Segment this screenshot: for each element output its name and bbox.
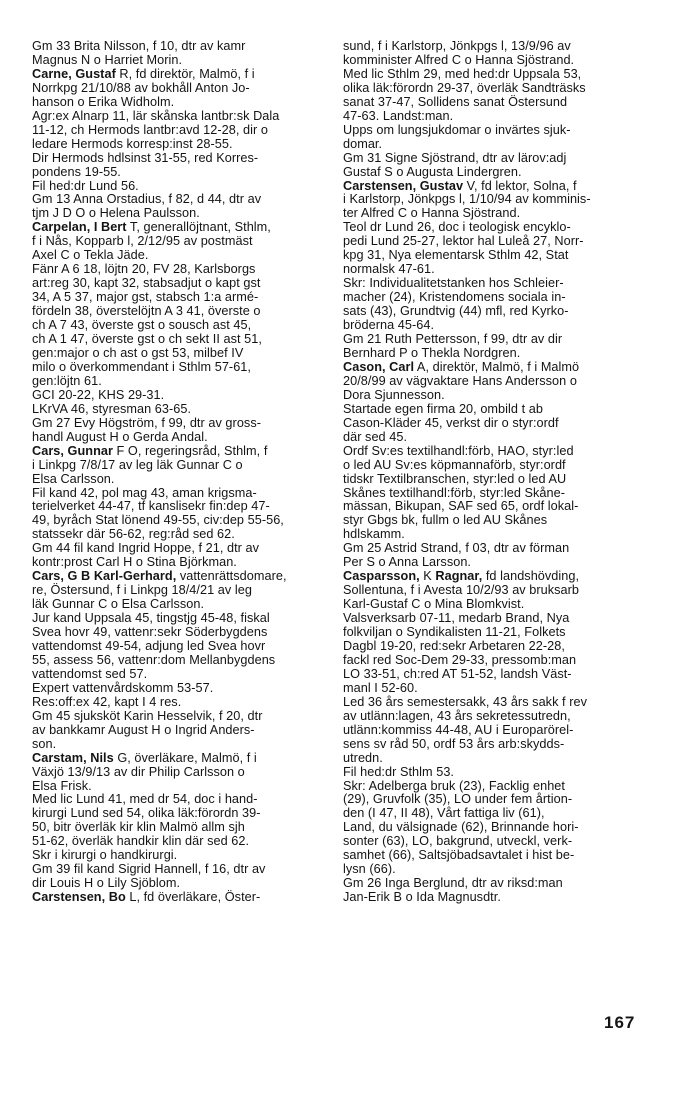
line-text: Land, du välsignade (62), Brinnande hori- (343, 820, 579, 835)
line-text: Dagbl 19-20, red:sekr Arbetaren 22-28, (343, 638, 565, 653)
text-line (32, 682, 330, 696)
text-line (32, 654, 330, 668)
bio-entry (32, 68, 330, 221)
text-line (32, 891, 330, 905)
text-line (32, 347, 330, 361)
text-line (343, 528, 641, 542)
bio-entry (343, 361, 641, 570)
text-line (343, 305, 641, 319)
text-line (343, 193, 641, 207)
entry-name: Casparsson, (343, 569, 420, 584)
text-line (343, 849, 641, 863)
line-text: fd landshövding, (482, 569, 580, 584)
line-text: Cason-Kläder 45, verkst dir o styr:ordf (343, 415, 559, 430)
line-text: A, direktör, Malmö, f i Malmö (414, 359, 580, 374)
line-text: (29), Gruvfolk (35), LO under fem årtion- (343, 792, 573, 807)
line-text: utredn. (343, 750, 383, 765)
line-text: kpg 31, Nya elementarsk Sthlm 42, Stat (343, 248, 569, 263)
line-text: 20/8/99 av vägvaktare Hans Andersson o (343, 373, 577, 388)
bio-entry (343, 40, 641, 180)
line-text: Skr: Individualitetstanken hos Schleier- (343, 276, 564, 291)
line-text: Skr: Adelberga bruk (23), Facklig enhet (343, 778, 565, 793)
text-line (343, 96, 641, 110)
line-text: folkviljan o Syndikalisten 11-21, Folkets (343, 625, 566, 640)
line-text: Ordf Sv:es textilhandl:förb, HAO, styr:led (343, 443, 574, 458)
line-text: ledare Hermods korresp:inst 28-55. (32, 136, 233, 151)
text-line (343, 654, 641, 668)
line-text: terielverket 44-47, tf kanslisekr fin:dep 47- (32, 499, 270, 514)
text-line (343, 738, 641, 752)
entry-name: Carne, Gustaf (32, 66, 116, 81)
line-text: dir Louis H o Lily Sjöblom. (32, 876, 181, 891)
text-line (343, 863, 641, 877)
line-text: GCI 20-22, KHS 29-31. (32, 387, 165, 402)
text-line (343, 54, 641, 68)
line-text: 11-12, ch Hermods lantbr:avd 12-28, dir o (32, 122, 268, 137)
line-text: utlänn:kommiss 44-48, AU i Europarörel- (343, 722, 574, 737)
text-line (343, 235, 641, 249)
line-text: Dir Hermods hdlsinst 31-55, red Korres- (32, 150, 259, 165)
text-line (343, 82, 641, 96)
line-text: Norrkpg 21/10/88 av bokhåll Anton Jo- (32, 80, 250, 95)
line-text: Jur kand Uppsala 45, tingstjg 45-48, fiskal (32, 611, 270, 626)
line-text: tidskr Textilbranschen, styr:led o led AU (343, 471, 567, 486)
page-number: 167 (604, 1013, 636, 1032)
text-line (32, 738, 330, 752)
text-line (343, 584, 641, 598)
text-line (32, 835, 330, 849)
line-text: kontr:prost Carl H o Stina Björkman. (32, 555, 237, 570)
line-text: 49, byråch Stat lönend 49-55, civ:dep 55-56, (32, 513, 284, 528)
text-line (343, 556, 641, 570)
text-line (32, 863, 330, 877)
line-text: av bankkamr August H o Ingrid Anders- (32, 722, 255, 737)
text-line (32, 626, 330, 640)
text-line (32, 556, 330, 570)
line-text: 47-63. Landst:man. (343, 108, 454, 123)
text-line (32, 375, 330, 389)
text-line (32, 570, 330, 584)
bio-entry (32, 752, 330, 892)
line-text: Karl-Gustaf C o Mina Blomkvist. (343, 597, 525, 612)
line-text: son. (32, 736, 57, 751)
line-text: sund, f i Karlstorp, Jönkpgs l, 13/9/96 av (343, 39, 571, 53)
line-text: G, överläkare, Malmö, f i (113, 750, 257, 765)
line-text: gen:major o ch ast o gst 53, milbef IV (32, 345, 244, 360)
right-column (343, 40, 641, 905)
text-line (343, 459, 641, 473)
text-line (343, 110, 641, 124)
text-line (32, 403, 330, 417)
text-line (343, 514, 641, 528)
text-line (32, 277, 330, 291)
line-text: hdlskamm. (343, 527, 405, 542)
text-line (32, 780, 330, 794)
text-line (32, 584, 330, 598)
text-line (343, 780, 641, 794)
line-text: normalsk 47-61. (343, 262, 435, 277)
text-line (343, 612, 641, 626)
text-line (343, 668, 641, 682)
text-line (32, 514, 330, 528)
line-text: 34, A 5 37, major gst, stabsch 1:a armé- (32, 290, 259, 305)
text-line (32, 166, 330, 180)
text-line (32, 96, 330, 110)
text-line (32, 528, 330, 542)
line-text: sanat 37-47, Sollidens sanat Östersund (343, 94, 568, 109)
text-line (32, 500, 330, 514)
line-text: o led AU Sv:es köpmannaförb, styr:ordf (343, 457, 566, 472)
line-text: Gm 26 Inga Berglund, dtr av riksd:man (343, 876, 563, 891)
text-line (343, 487, 641, 501)
text-line (32, 263, 330, 277)
entry-name: Cars, Gunnar (32, 443, 113, 458)
entry-name: Carstam, Nils (32, 750, 114, 765)
line-text: Växjö 13/9/13 av dir Philip Carlsson o (32, 764, 245, 779)
line-text: fördeln 38, överstelöjtn A 3 41, överste o (32, 304, 261, 319)
line-text: Gm 39 fil kand Sigrid Hannell, f 16, dtr av (32, 862, 266, 877)
line-text: Jan-Erik B o Ida Magnusdtr. (343, 890, 501, 905)
line-text: manl I 52-60. (343, 680, 418, 695)
line-text: komminister Alfred C o Hanna Sjöstrand. (343, 52, 575, 67)
text-line (32, 68, 330, 82)
line-text: L, fd överläkare, Öster- (125, 890, 261, 905)
text-line (343, 403, 641, 417)
entry-name: Cars, G B Karl-Gerhard, (32, 569, 177, 584)
text-line (32, 598, 330, 612)
line-text: Teol dr Lund 26, doc i teologisk encyklo- (343, 220, 571, 235)
text-line (343, 640, 641, 654)
line-text: gen:löjtn 61. (32, 373, 102, 388)
line-text: F O, regeringsråd, Sthlm, f (112, 443, 268, 458)
text-line (343, 40, 641, 54)
text-line (32, 54, 330, 68)
text-line (32, 361, 330, 375)
text-line (32, 319, 330, 333)
line-text: sats (43), Grundtvig (44) mfl, red Kyrko- (343, 304, 569, 319)
line-text: Fil hed:dr Sthlm 53. (343, 764, 455, 779)
line-text: Axel C o Tekla Jäde. (32, 248, 149, 263)
text-line (343, 319, 641, 333)
text-line (343, 221, 641, 235)
text-line (32, 668, 330, 682)
text-line (32, 612, 330, 626)
line-text: pedi Lund 25-27, lektor hal Luleå 27, Norr- (343, 234, 584, 249)
entry-name: Ragnar, (435, 569, 483, 584)
text-line (343, 124, 641, 138)
text-line (343, 389, 641, 403)
line-text: pondens 19-55. (32, 164, 121, 179)
text-line (32, 180, 330, 194)
line-text: handl August H o Gerda Andal. (32, 429, 208, 444)
line-text: olika läk:förordn 29-37, överläk Sandträsks (343, 80, 586, 95)
text-line (343, 500, 641, 514)
line-text: fackl red Soc-Dem 29-33, pressomb:man (343, 652, 577, 667)
line-text: 51-62, överläk handkir klin där sed 62. (32, 834, 250, 849)
line-text: Med lic Sthlm 29, med hed:dr Uppsala 53, (343, 66, 582, 81)
line-text: domar. (343, 136, 383, 151)
text-line (32, 724, 330, 738)
line-text: f i Nås, Kopparb l, 2/12/95 av postmäst (32, 234, 253, 249)
line-text: Gm 13 Anna Orstadius, f 82, d 44, dtr av (32, 192, 262, 207)
text-line (343, 682, 641, 696)
text-line (32, 849, 330, 863)
text-line (32, 766, 330, 780)
text-line (32, 138, 330, 152)
line-text: Upps om lungsjukdomar o invärtes sjuk- (343, 122, 571, 137)
line-text: bröderna 45-64. (343, 318, 435, 333)
line-text: K (419, 569, 436, 584)
text-line (32, 459, 330, 473)
bio-entry (32, 891, 330, 905)
line-text: ter Alfred C o Hanna Sjöstrand. (343, 206, 521, 221)
text-line (343, 807, 641, 821)
line-text: Startade egen firma 20, ombild t ab (343, 401, 543, 416)
line-text: Valsverksarb 07-11, medarb Brand, Nya (343, 611, 570, 626)
text-line (343, 766, 641, 780)
line-text: lysn (66). (343, 862, 396, 877)
text-line (32, 640, 330, 654)
text-line (32, 793, 330, 807)
text-line (343, 263, 641, 277)
text-line (32, 807, 330, 821)
line-text: Skr i kirurgi o handkirurgi. (32, 848, 178, 863)
line-text: Fänr A 6 18, löjtn 20, FV 28, Karlsborgs (32, 262, 256, 277)
line-text: sens sv råd 50, ordf 53 års arb:skydds- (343, 736, 565, 751)
line-text: Skånes textilhandl:förb, styr:led Skåne- (343, 485, 566, 500)
line-text: Bernhard P o Thekla Nordgren. (343, 345, 521, 360)
text-line (343, 180, 641, 194)
line-text: sonter (63), LO, bakgrund, utveckl, verk- (343, 834, 573, 849)
text-line (32, 752, 330, 766)
text-line (32, 235, 330, 249)
text-line (343, 361, 641, 375)
left-column (32, 40, 330, 905)
text-line (343, 710, 641, 724)
line-text: art:reg 30, kapt 32, stabsadjut o kapt gst (32, 276, 261, 291)
line-text: Fil hed:dr Lund 56. (32, 178, 139, 193)
text-line (343, 291, 641, 305)
text-line (343, 542, 641, 556)
line-text: mässan, Bikupan, SAF sed 65, ordf lokal- (343, 499, 579, 514)
text-line (343, 877, 641, 891)
line-text: Gm 33 Brita Nilsson, f 10, dtr av kamr (32, 39, 246, 53)
line-text: statssekr där 56-62, reg:råd sed 62. (32, 527, 235, 542)
line-text: vattenrättsdomare, (176, 569, 287, 584)
text-line (32, 473, 330, 487)
line-text: ch A 7 43, överste gst o sousch ast 45, (32, 318, 252, 333)
text-line (343, 152, 641, 166)
text-line (343, 598, 641, 612)
line-text: Magnus N o Harriet Morin. (32, 52, 183, 67)
text-line (343, 277, 641, 291)
text-line (343, 626, 641, 640)
line-text: den (I 47, II 48), Vårt fattiga liv (61), (343, 806, 545, 821)
text-line (343, 793, 641, 807)
text-line (32, 877, 330, 891)
text-line (343, 891, 641, 905)
text-line (343, 138, 641, 152)
text-line (343, 752, 641, 766)
line-text: Svea hovr 49, vattenr:sekr Söderbygdens (32, 625, 268, 640)
text-line (343, 431, 641, 445)
text-line (343, 375, 641, 389)
text-line (343, 333, 641, 347)
text-line (343, 68, 641, 82)
text-line (343, 821, 641, 835)
line-text: där sed 45. (343, 429, 408, 444)
text-line (32, 110, 330, 124)
text-line (32, 221, 330, 235)
line-text: vattendomst sed 57. (32, 666, 148, 681)
text-line (343, 835, 641, 849)
line-text: i Linkpg 7/8/17 av leg läk Gunnar C o (32, 457, 243, 472)
text-line (32, 445, 330, 459)
line-text: LO 33-51, ch:red AT 51-52, landsh Väst- (343, 666, 572, 681)
line-text: av utlänn:lagen, 43 års sekretessutredn, (343, 708, 571, 723)
text-line (32, 193, 330, 207)
entry-name: Carstensen, Gustav (343, 178, 464, 193)
text-line (343, 417, 641, 431)
line-text: Gm 27 Evy Högström, f 99, dtr av gross- (32, 415, 261, 430)
line-text: LKrVA 46, styresman 63-65. (32, 401, 192, 416)
entry-name: Carstensen, Bo (32, 890, 126, 905)
line-text: milo o överkommendant i Sthlm 57-61, (32, 359, 251, 374)
text-line (343, 445, 641, 459)
line-text: ch A 1 47, överste gst o ch sekt II ast 51, (32, 332, 262, 347)
line-text: Dora Sjunnesson. (343, 387, 445, 402)
text-line (32, 249, 330, 263)
text-line (32, 710, 330, 724)
text-line (32, 124, 330, 138)
text-line (32, 40, 330, 54)
line-text: kirurgi Lund sed 54, olika läk:förordn 39- (32, 806, 261, 821)
text-line (32, 389, 330, 403)
text-line (32, 291, 330, 305)
text-line (32, 82, 330, 96)
line-text: Sollentuna, f i Avesta 10/2/93 av bruksarb (343, 583, 580, 598)
text-line (343, 166, 641, 180)
text-line (32, 542, 330, 556)
text-line (32, 417, 330, 431)
line-text: i Karlstorp, Jönkpgs l, 1/10/94 av komminis- (343, 192, 591, 207)
line-text: Fil kand 42, pol mag 43, aman krigsma- (32, 485, 257, 500)
line-text: Gm 45 sjuksköt Karin Hesselvik, f 20, dtr (32, 708, 263, 723)
line-text: Gm 44 fil kand Ingrid Hoppe, f 21, dtr av (32, 541, 260, 556)
line-text: Per S o Anna Larsson. (343, 555, 472, 570)
line-text: Gm 31 Signe Sjöstrand, dtr av lärov:adj (343, 150, 567, 165)
bio-entry (343, 180, 641, 361)
line-text: Gustaf S o Augusta Lindergren. (343, 164, 522, 179)
text-line (32, 431, 330, 445)
bio-entry (32, 40, 330, 68)
bio-entry (343, 570, 641, 905)
line-text: Expert vattenvårdskomm 53-57. (32, 680, 214, 695)
bio-entry (32, 570, 330, 751)
text-line (32, 821, 330, 835)
line-text: Agr:ex Alnarp 11, lär skånska lantbr:sk Dala (32, 108, 280, 123)
text-line (32, 696, 330, 710)
line-text: Res:off:ex 42, kapt I 4 res. (32, 694, 182, 709)
line-text: Gm 21 Ruth Pettersson, f 99, dtr av dir (343, 332, 563, 347)
line-text: samhet (66), Saltsjöbadsavtalet i hist be- (343, 848, 575, 863)
bio-entry (32, 445, 330, 571)
text-line (32, 207, 330, 221)
line-text: V, fd lektor, Solna, f (463, 178, 577, 193)
text-line (343, 207, 641, 221)
line-text: hanson o Erika Widholm. (32, 94, 175, 109)
line-text: 50, bitr överläk kir klin Malmö allm sjh (32, 820, 245, 835)
line-text: styr Gbgs bk, fullm o led AU Skånes (343, 513, 548, 528)
text-line (32, 152, 330, 166)
line-text: tjm J D O o Helena Paulsson. (32, 206, 200, 221)
line-text: läk Gunnar C o Elsa Carlsson. (32, 597, 205, 612)
line-text: vattendomst 49-54, adjung led Svea hovr (32, 638, 266, 653)
bio-entry (32, 221, 330, 444)
text-line (32, 487, 330, 501)
line-text: Med lic Lund 41, med dr 54, doc i hand- (32, 792, 258, 807)
line-text: Led 36 års semestersakk, 43 års sakk f rev (343, 694, 587, 709)
text-line (343, 570, 641, 584)
line-text: re, Östersund, f i Linkpg 18/4/21 av leg (32, 583, 252, 598)
line-text: R, fd direktör, Malmö, f i (115, 66, 255, 81)
text-line (343, 347, 641, 361)
line-text: T, generallöjtnant, Sthlm, (126, 220, 271, 235)
text-line (32, 305, 330, 319)
line-text: macher (24), Kristendomens sociala in- (343, 290, 566, 305)
text-line (32, 333, 330, 347)
text-line (343, 473, 641, 487)
entry-name: Cason, Carl (343, 359, 415, 374)
text-line (343, 249, 641, 263)
entry-name: Carpelan, I Bert (32, 220, 127, 235)
text-line (343, 724, 641, 738)
text-line (343, 696, 641, 710)
line-text: Gm 25 Astrid Strand, f 03, dtr av förman (343, 541, 570, 556)
line-text: 55, assess 56, vattenr:dom Mellanbygdens (32, 652, 276, 667)
line-text: Elsa Frisk. (32, 778, 92, 793)
line-text: Elsa Carlsson. (32, 471, 115, 486)
